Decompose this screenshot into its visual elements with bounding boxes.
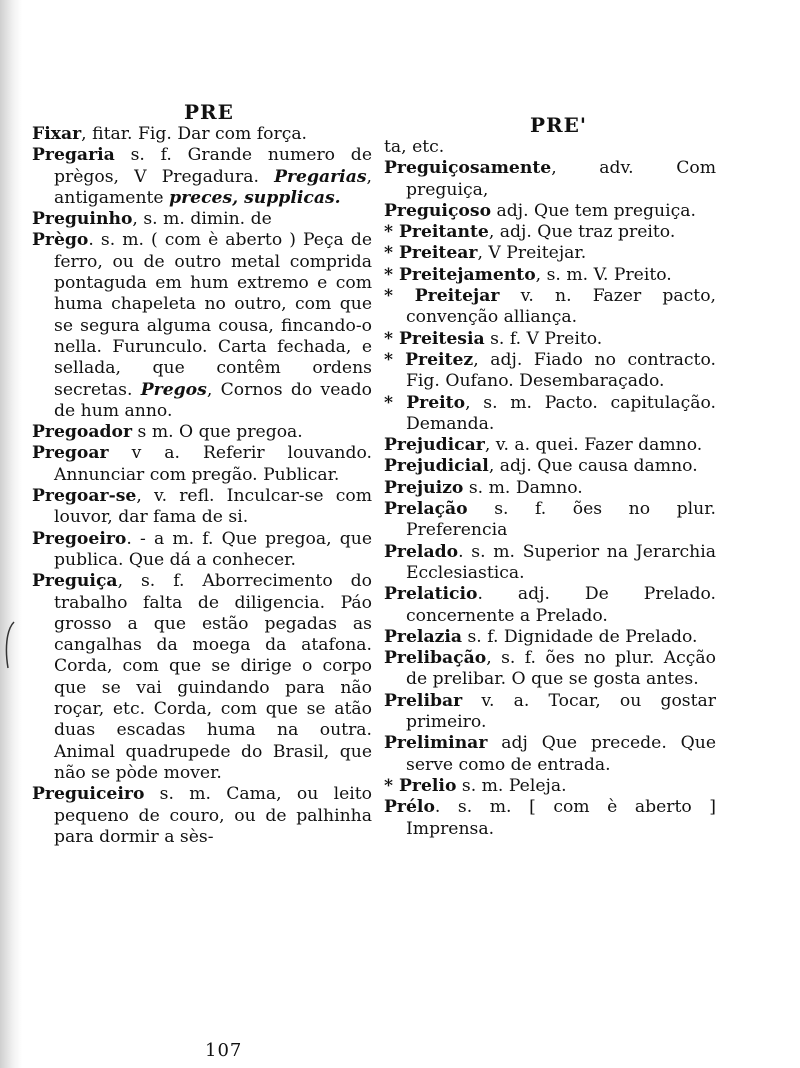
dictionary-entry (32, 571, 372, 784)
dictionary-entry (32, 784, 372, 848)
entry-definition: , v. refl. Inculcar-se com louvor, dar fama de si. (54, 486, 372, 528)
dictionary-entry (384, 584, 716, 627)
right-column (384, 137, 716, 840)
entry-definition: . - a m. f. Que pregoa, que publica. Que dá a conhecer. (54, 528, 372, 570)
entry-term: Prejudicial (384, 456, 489, 477)
entry-definition: s. m. Peleja. (456, 775, 567, 796)
entry-definition: , s. m. Pacto. capitulação. Demanda. (406, 392, 716, 434)
dictionary-entry (384, 776, 716, 797)
dictionary-entry (384, 265, 716, 286)
entry-definition: , s. m. dimin. de (132, 209, 272, 230)
entry-term: Prélo (384, 797, 435, 818)
dictionary-entry (384, 393, 716, 436)
entry-definition: s. f. Dignidade de Prelado. (462, 626, 698, 647)
entry-term: Pregoador (32, 422, 133, 443)
entry-definition-cont: , Cornos do veado de hum anno. (54, 379, 372, 421)
dictionary-entry (384, 222, 716, 243)
entry-term: Pregoeiro (32, 528, 127, 549)
entry-definition: , s. m. V. Preito. (535, 264, 672, 285)
entry-definition: s. f. V Preito. (484, 328, 603, 349)
entry-definition: v a. Referir louvando. Annunciar com pregão. Publicar. (54, 443, 372, 485)
entry-term: Prelazia (384, 626, 463, 647)
dictionary-entry (32, 486, 372, 529)
dictionary-entry (384, 456, 716, 477)
entry-term: Preguiceiro (32, 784, 145, 805)
dictionary-entry (384, 733, 716, 776)
dictionary-entry (32, 145, 372, 209)
dictionary-entry (384, 137, 716, 158)
entry-definition: , adj. Fiado no contracto. Fig. Oufano. Desembaraçado. (406, 349, 716, 392)
entry-term: Preguiçoso (384, 200, 492, 221)
dictionary-entry (384, 691, 716, 734)
entry-definition: , adj. Que causa damno. (488, 456, 698, 477)
entry-term: Fixar (32, 124, 82, 144)
entry-definition: s. m. Cama, ou leito pequeno de couro, ou de palhinha para dormir a sès- (54, 784, 372, 847)
dictionary-entry (384, 627, 716, 648)
entry-term: Prejuizo (384, 477, 464, 498)
entry-definition: . s. m. [ com è aberto ] Imprensa. (406, 797, 716, 839)
entry-term: Prelibação (384, 648, 487, 669)
entry-term: Preguiça (32, 571, 118, 592)
entry-term: Prelibar (384, 690, 463, 711)
entry-term: Preliminar (384, 733, 488, 754)
entry-term: * Preitear (384, 243, 478, 264)
left-column (32, 124, 372, 848)
entry-variant-cont: preces, supplicas. (169, 187, 341, 208)
entry-term: Prelaticio (384, 584, 478, 605)
entry-definition: s. m. Damno. (463, 477, 583, 498)
entry-definition: s. f. Grande numero de prègos, V Pregadura. (54, 145, 372, 187)
entry-variant: Pregos (140, 379, 207, 400)
dictionary-entry (384, 435, 716, 456)
right-running-headword: PRE' (530, 113, 588, 137)
entry-variant: Pregarias (274, 166, 367, 187)
entry-definition: , V Preitejar. (477, 243, 587, 264)
entry-term: Pregaria (32, 145, 115, 166)
dictionary-entry (384, 499, 716, 542)
dictionary-entry (384, 478, 716, 499)
entry-definition: , s. f. Aborrecimento do trabalho falta de diligencia. Páo grosso a que estão pegadas as cangalhas da moega da atafona. Corda, com que se dirige o corpo que se vai guindando para não roçar, etc. Corda, com que se atão duas escadas huma na outra. Animal quadrupede do Brasil, que não se pòde mover. (54, 571, 372, 783)
dictionary-entry (32, 209, 372, 230)
entry-term: * Preitesia (384, 328, 485, 349)
entry-term: * Preitejar (384, 286, 500, 307)
entry-definition: s m. O que pregoa. (132, 422, 303, 443)
dictionary-entry (384, 797, 716, 840)
entry-term: Pregoar-se (32, 486, 137, 507)
dictionary-entry (32, 443, 372, 486)
entry-term: Prejudicar (384, 435, 485, 456)
entry-term: Preguiçosamente (384, 158, 552, 179)
dictionary-entry (32, 124, 372, 145)
entry-definition: , fitar. Fig. Dar com força. (81, 124, 308, 144)
entry-definition: v. a. Tocar, ou gostar primeiro. (406, 690, 716, 733)
entry-term: Preguinho (32, 209, 133, 230)
entry-term: Pregoar (32, 443, 109, 464)
entry-definition: , adv. Com preguiça, (406, 158, 716, 200)
entry-definition-cont: , antigamente (54, 166, 372, 208)
dictionary-entry (384, 243, 716, 264)
entry-definition: , v. a. quei. Fazer damno. (484, 435, 703, 456)
dictionary-entry (32, 230, 372, 422)
entry-definition: . s. m. Superior na Jerarchia Ecclesiastica. (406, 541, 716, 583)
entry-term: * Preito (384, 392, 466, 413)
entry-definition: , s. f. ões no plur. Acção de prelibar. O que se gosta antes. (406, 648, 716, 690)
entry-definition: ta, etc. (384, 137, 445, 157)
entry-definition: adj. Que tem preguiça. (491, 200, 696, 221)
entry-term: Prègo (32, 230, 89, 251)
dictionary-entry (384, 158, 716, 201)
entry-term: * Preitez (384, 349, 474, 370)
left-running-headword: PRE (184, 100, 234, 124)
dictionary-entry (32, 529, 372, 572)
entry-definition: . s. m. ( com è aberto ) Peça de ferro, ou de outro metal comprida pontaguda em hum extremo e com huma chapeleta no outro, com que se segura alguma cousa, fincando-o nella. Furunculo. Carta fechada, e sellada, que contêm ordens secretas. (54, 230, 372, 400)
dictionary-entry (384, 542, 716, 585)
dictionary-entry (384, 648, 716, 691)
entry-term: * Preitejamento (384, 264, 536, 285)
dictionary-entry (384, 286, 716, 329)
page-edge-shadow (0, 0, 22, 1068)
entry-definition: v. n. Fazer pacto, convenção alliança. (406, 286, 717, 328)
entry-definition: . adj. De Prelado. concernente a Prelado. (406, 584, 716, 626)
entry-term: * Prelio (384, 775, 457, 796)
entry-term: Prelação (384, 499, 468, 520)
dictionary-entry (384, 350, 716, 393)
entry-term: Prelado (384, 541, 459, 562)
dictionary-entry (384, 329, 716, 350)
entry-definition: s. f. ões no plur. Preferencia (406, 499, 716, 541)
entry-definition: adj Que precede. Que serve como de entrada. (406, 733, 716, 775)
page-number: 107 (205, 1040, 243, 1061)
entry-term: * Preitante (384, 222, 489, 243)
margin-bracket-mark (2, 620, 16, 670)
dictionary-entry (32, 422, 372, 443)
entry-definition: , adj. Que traz preito. (488, 222, 676, 243)
dictionary-entry (384, 201, 716, 222)
